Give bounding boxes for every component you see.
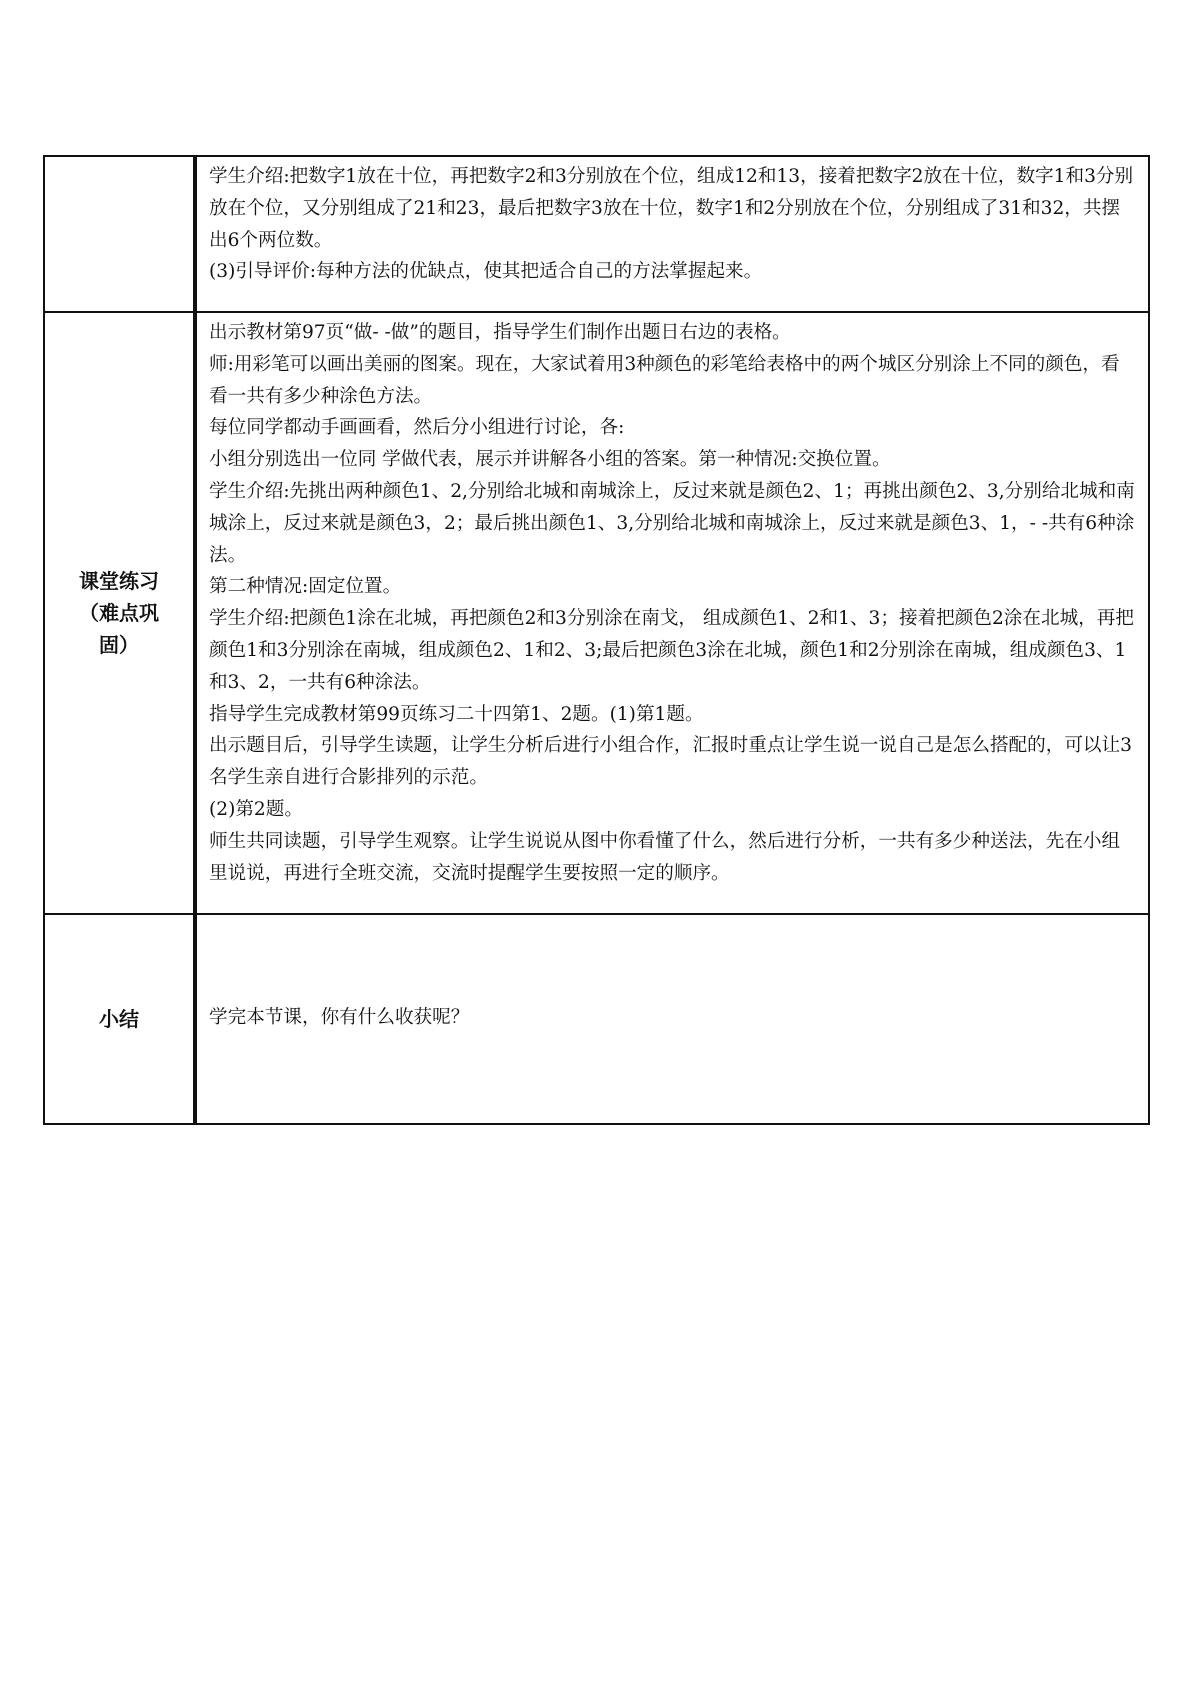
paragraph: (3)引导评价:每种方法的优缺点，使其把适合自己的方法掌握起来。 (209, 261, 763, 283)
paragraph: 学生介绍:先挑出两种颜色1、2,分别给北城和南城涂上，反过来就是颜色2、1；再挑出颜色2、3,分别给北城和南城涂上，反过来就是颜色3，2；最后挑出颜色1、3,分别给北城和南城涂上，反过来就是颜色3、1，- -共有6种涂法。 (209, 480, 1135, 566)
row-label (44, 156, 195, 312)
row-label (44, 914, 195, 1124)
paragraph: (2)第2题。 (209, 798, 303, 820)
paragraph: 出示题目后，引导学生读题，让学生分析后进行小组合作，汇报时重点让学生说一说自己是怎么搭配的，可以让3名学生亲自进行合影排列的示范。 (209, 735, 1132, 789)
lesson-plan-table (43, 155, 1150, 1125)
paragraph: 第二种情况:固定位置。 (209, 576, 402, 598)
row-label (44, 312, 195, 914)
paragraph: 小组分别选出一位同 学做代表，展示并讲解各小组的答案。第一种情况:交换位置。 (209, 449, 891, 471)
paragraph: 学完本节课，你有什么收获呢？ (209, 1007, 470, 1029)
row-label-text: 课堂练习（难点巩固） (79, 569, 159, 657)
row-content (195, 156, 1149, 312)
paragraph: 指导学生完成教材第99页练习二十四第1、2题。(1)第1题。 (209, 703, 704, 725)
paragraph: 每位同学都动手画画看，然后分小组进行讨论，各: (209, 417, 625, 439)
paragraph: 师生共同读题，引导学生观察。让学生说说从图中你看懂了什么，然后进行分析，一共有多少种送法，先在小组里说说，再进行全班交流，交流时提醒学生要按照一定的顺序。 (209, 830, 1121, 884)
paragraph: 师:用彩笔可以画出美丽的图案。现在，大家试着用3种颜色的彩笔给表格中的两个城区分别涂上不同的颜色，看看一共有多少种涂色方法。 (209, 353, 1120, 407)
paragraph: 学生介绍:把颜色1涂在北城，再把颜色2和3分别涂在南戈， 组成颜色1、2和1、3；接着把颜色2涂在北城，再把颜色1和3分别涂在南城，组成颜色2、1和2、3;最后把颜色3涂在北城，颜色1和2分别涂在南城，组成颜色3、1和3、2，一共有6种涂法。 (209, 608, 1134, 693)
row-content (195, 312, 1149, 914)
row-content (195, 914, 1149, 1124)
table-row (44, 312, 1149, 914)
table-row (44, 914, 1149, 1124)
table-row (44, 156, 1149, 312)
row-label-text: 小结 (99, 1007, 139, 1031)
paragraph: 学生介绍:把数字1放在十位，再把数字2和3分别放在个位，组成12和13，接着把数字2放在十位，数字1和3分别放在个位，又分别组成了21和23，最后把数字3放在十位，数字1和2分别放在个位，分别组成了31和32，共摆出6个两位数。 (209, 166, 1134, 251)
paragraph: 出示教材第97页“做- -做”的题目，指导学生们制作出题日右边的表格。 (209, 322, 791, 343)
